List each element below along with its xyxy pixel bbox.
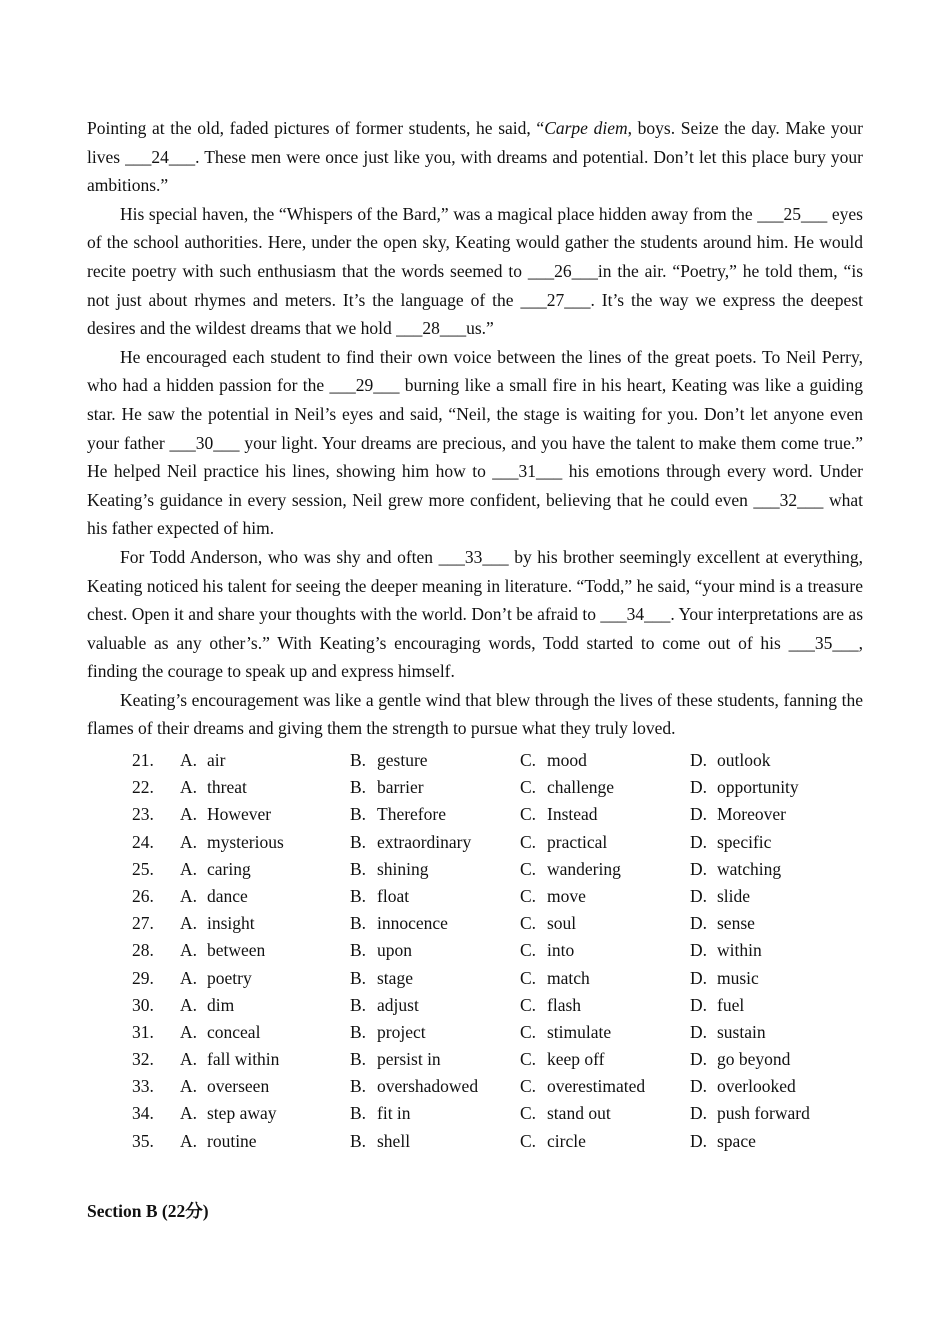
option-b bbox=[350, 910, 448, 937]
option-b bbox=[350, 1073, 478, 1100]
option-text: shell bbox=[377, 1130, 411, 1151]
option-text: Moreover bbox=[717, 804, 787, 825]
option-text: step away bbox=[207, 1103, 277, 1124]
option-text: float bbox=[377, 885, 410, 906]
option-letter: A. bbox=[180, 885, 198, 906]
option-letter: B. bbox=[350, 1103, 367, 1124]
question-number: 24. bbox=[132, 831, 154, 852]
option-b bbox=[350, 801, 446, 828]
option-c bbox=[520, 910, 576, 937]
option-a bbox=[180, 992, 234, 1019]
option-text: innocence bbox=[377, 913, 448, 934]
option-b bbox=[350, 937, 412, 964]
question-row bbox=[87, 1128, 863, 1155]
question-number: 23. bbox=[132, 804, 154, 825]
option-letter: B. bbox=[350, 994, 367, 1015]
option-letter: A. bbox=[180, 1076, 198, 1097]
question-number: 33. bbox=[132, 1076, 154, 1097]
answer-options-list bbox=[87, 747, 863, 1155]
option-text: circle bbox=[547, 1130, 586, 1151]
option-letter: C. bbox=[520, 858, 537, 879]
option-d bbox=[690, 747, 770, 774]
paragraph-1 bbox=[87, 114, 863, 200]
option-text: barrier bbox=[377, 777, 424, 798]
option-b bbox=[350, 1128, 410, 1155]
option-c bbox=[520, 774, 614, 801]
option-b bbox=[350, 1100, 411, 1127]
option-d bbox=[690, 965, 759, 992]
paragraph-2: His special haven, the “Whispers of the Bard,” was a magical place hidden away from the ___25___ eyes of the school authorities. Here, under the open sky, Keating would gather the students around him. He would recite poetry with such enthusiasm that the words seemed to ___26___in the air. “Poetry,” he told them, “is not just about rhymes and meters. It’s the language of the ___27___. It’s the way we express the deepest desires and the wildest dreams that we hold ___28___us.” bbox=[87, 203, 863, 339]
option-a bbox=[180, 774, 247, 801]
option-letter: C. bbox=[520, 804, 537, 825]
option-letter: B. bbox=[350, 885, 367, 906]
option-letter: C. bbox=[520, 1049, 537, 1070]
option-c bbox=[520, 856, 621, 883]
option-d bbox=[690, 1073, 796, 1100]
option-a bbox=[180, 1019, 260, 1046]
option-text: move bbox=[547, 885, 586, 906]
option-text: dance bbox=[207, 885, 248, 906]
option-letter: D. bbox=[690, 1049, 708, 1070]
option-text: space bbox=[717, 1130, 756, 1151]
question-number: 22. bbox=[132, 777, 154, 798]
option-text: challenge bbox=[547, 777, 615, 798]
option-text: soul bbox=[547, 913, 577, 934]
option-letter: C. bbox=[520, 831, 537, 852]
question-row bbox=[87, 992, 863, 1019]
option-letter: D. bbox=[690, 967, 708, 988]
question-row bbox=[87, 829, 863, 856]
option-text: project bbox=[377, 1021, 426, 1042]
option-c bbox=[520, 1019, 611, 1046]
option-text: opportunity bbox=[717, 777, 799, 798]
option-a bbox=[180, 1073, 269, 1100]
option-d bbox=[690, 992, 744, 1019]
option-letter: A. bbox=[180, 1049, 198, 1070]
option-b bbox=[350, 992, 419, 1019]
option-text: mysterious bbox=[207, 831, 284, 852]
option-text: Therefore bbox=[377, 804, 446, 825]
option-c bbox=[520, 1128, 586, 1155]
option-a bbox=[180, 856, 251, 883]
option-d bbox=[690, 937, 762, 964]
option-d bbox=[690, 1019, 766, 1046]
option-letter: D. bbox=[690, 1103, 708, 1124]
option-text: However bbox=[207, 804, 272, 825]
option-text: fit in bbox=[377, 1103, 411, 1124]
option-letter: C. bbox=[520, 994, 537, 1015]
question-number: 30. bbox=[132, 994, 154, 1015]
option-b bbox=[350, 856, 429, 883]
option-text: overseen bbox=[207, 1076, 270, 1097]
option-text: outlook bbox=[717, 750, 771, 770]
question-row bbox=[87, 774, 863, 801]
question-number: 25. bbox=[132, 858, 154, 879]
option-text: practical bbox=[547, 831, 608, 852]
question-row bbox=[87, 937, 863, 964]
option-d bbox=[690, 774, 799, 801]
option-letter: C. bbox=[520, 913, 537, 934]
paragraph-3: He encouraged each student to find their own voice between the lines of the great poets. To Neil Perry, who had a hidden passion for the ___29___ burning like a small fire in his heart, Keating was like a guiding star. He saw the potential in Neil’s eyes and said, “Neil, the stage is waiting for you. Don’t let anyone even your father ___30___ your light. Your dreams are precious, and you have the talent to make them come true.” He helped Neil practice his lines, showing him how to ___31___ his emotions through every word. Under Keating’s guidance in every session, Neil grew more confident, believing that he could even ___32___ what his father expected of him. bbox=[87, 346, 863, 539]
option-letter: C. bbox=[520, 967, 537, 988]
reading-passage bbox=[87, 114, 863, 743]
option-letter: C. bbox=[520, 777, 537, 798]
option-c bbox=[520, 747, 587, 774]
option-text: watching bbox=[717, 858, 782, 879]
question-number: 26. bbox=[132, 885, 154, 906]
option-b bbox=[350, 1019, 426, 1046]
option-c bbox=[520, 829, 607, 856]
option-a bbox=[180, 937, 265, 964]
option-letter: D. bbox=[690, 994, 708, 1015]
question-row bbox=[87, 1046, 863, 1073]
option-d bbox=[690, 856, 781, 883]
option-text: stimulate bbox=[547, 1021, 612, 1042]
option-letter: A. bbox=[180, 913, 198, 934]
option-text: music bbox=[717, 967, 759, 988]
option-b bbox=[350, 1046, 441, 1073]
option-text: sustain bbox=[717, 1021, 766, 1042]
option-letter: D. bbox=[690, 913, 708, 934]
option-letter: D. bbox=[690, 777, 708, 798]
option-a bbox=[180, 747, 225, 774]
option-text: overlooked bbox=[717, 1076, 796, 1097]
option-text: stand out bbox=[547, 1103, 611, 1124]
section-b-heading: Section B (22分) bbox=[87, 1201, 209, 1221]
option-letter: D. bbox=[690, 858, 708, 879]
question-number: 21. bbox=[132, 750, 154, 770]
option-letter: B. bbox=[350, 831, 367, 852]
option-letter: C. bbox=[520, 885, 537, 906]
option-text: Instead bbox=[547, 804, 598, 825]
option-letter: B. bbox=[350, 913, 367, 934]
option-b bbox=[350, 883, 409, 910]
option-text: within bbox=[717, 940, 762, 961]
option-c bbox=[520, 1100, 611, 1127]
option-text: wandering bbox=[547, 858, 621, 879]
option-letter: D. bbox=[690, 804, 708, 825]
question-row bbox=[87, 747, 863, 774]
option-letter: D. bbox=[690, 1130, 708, 1151]
option-d bbox=[690, 1128, 756, 1155]
option-letter: C. bbox=[520, 940, 537, 961]
option-letter: A. bbox=[180, 1103, 198, 1124]
option-text: specific bbox=[717, 831, 772, 852]
option-c bbox=[520, 883, 586, 910]
question-row bbox=[87, 1073, 863, 1100]
option-letter: C. bbox=[520, 750, 537, 770]
option-text: overestimated bbox=[547, 1076, 646, 1097]
option-text: flash bbox=[547, 994, 582, 1015]
option-letter: A. bbox=[180, 1021, 198, 1042]
question-number: 31. bbox=[132, 1021, 154, 1042]
option-text: slide bbox=[717, 885, 751, 906]
option-text: air bbox=[207, 750, 226, 770]
option-letter: A. bbox=[180, 750, 198, 770]
option-d bbox=[690, 801, 786, 828]
option-c bbox=[520, 992, 581, 1019]
option-text: insight bbox=[207, 913, 255, 934]
option-letter: B. bbox=[350, 858, 367, 879]
option-letter: C. bbox=[520, 1130, 537, 1151]
option-text: conceal bbox=[207, 1021, 261, 1042]
option-letter: A. bbox=[180, 940, 198, 961]
question-row bbox=[87, 801, 863, 828]
option-text: go beyond bbox=[717, 1049, 791, 1070]
option-letter: B. bbox=[350, 1130, 367, 1151]
option-letter: C. bbox=[520, 1076, 537, 1097]
option-text: mood bbox=[547, 750, 587, 770]
option-letter: D. bbox=[690, 940, 708, 961]
question-number: 35. bbox=[132, 1130, 154, 1151]
paragraph-5: Keating’s encouragement was like a gentle wind that blew through the lives of these students, fanning the flames of their dreams and giving them the strength to pursue what they truly loved. bbox=[87, 689, 863, 739]
option-letter: D. bbox=[690, 750, 708, 770]
option-letter: B. bbox=[350, 804, 367, 825]
option-d bbox=[690, 1100, 810, 1127]
option-a bbox=[180, 965, 252, 992]
option-c bbox=[520, 801, 598, 828]
option-text: adjust bbox=[377, 994, 419, 1015]
option-letter: B. bbox=[350, 940, 367, 961]
option-text: shining bbox=[377, 858, 429, 879]
question-row bbox=[87, 910, 863, 937]
option-text: into bbox=[547, 940, 575, 961]
option-d bbox=[690, 1046, 790, 1073]
option-letter: C. bbox=[520, 1103, 537, 1124]
question-number: 29. bbox=[132, 967, 154, 988]
option-letter: C. bbox=[520, 1021, 537, 1042]
option-d bbox=[690, 883, 750, 910]
option-b bbox=[350, 747, 428, 774]
option-letter: B. bbox=[350, 777, 367, 798]
option-text: fuel bbox=[717, 994, 745, 1015]
option-text: routine bbox=[207, 1130, 257, 1151]
paragraph-1-start: Pointing at the old, faded pictures of former students, he said, “ bbox=[87, 118, 545, 138]
paragraph-4: For Todd Anderson, who was shy and often ___33___ by his brother seemingly excellent at everything, Keating noticed his talent for seeing the deeper meaning in literature. “Todd,” he said, “your mind is a treasure chest. Open it and share your thoughts with the world. Don’t be afraid to ___34___. Your interpretations are as valuable as any other’s.” With Keating’s encouraging words, Todd started to come out of his ___35___, finding the courage to speak up and express himself. bbox=[87, 546, 863, 682]
question-row bbox=[87, 856, 863, 883]
option-text: dim bbox=[207, 994, 235, 1015]
question-number: 27. bbox=[132, 913, 154, 934]
option-text: threat bbox=[207, 777, 247, 798]
option-a bbox=[180, 801, 271, 828]
question-number: 28. bbox=[132, 940, 154, 961]
question-number: 32. bbox=[132, 1049, 154, 1070]
option-a bbox=[180, 829, 284, 856]
option-letter: D. bbox=[690, 1021, 708, 1042]
option-text: fall within bbox=[207, 1049, 280, 1070]
option-c bbox=[520, 1046, 605, 1073]
option-a bbox=[180, 910, 255, 937]
option-text: poetry bbox=[207, 967, 252, 988]
option-c bbox=[520, 937, 574, 964]
option-letter: A. bbox=[180, 831, 198, 852]
question-row bbox=[87, 883, 863, 910]
question-row bbox=[87, 1100, 863, 1127]
option-a bbox=[180, 1046, 279, 1073]
option-b bbox=[350, 829, 471, 856]
option-text: match bbox=[547, 967, 590, 988]
option-text: overshadowed bbox=[377, 1076, 479, 1097]
paragraph-1-end: , boys. Seize the day. Make your lives ___24___. These men were once just like you, with dreams and potential. Don’t let this place bury your ambitions.” bbox=[87, 118, 863, 196]
option-letter: D. bbox=[690, 885, 708, 906]
option-a bbox=[180, 1128, 257, 1155]
option-c bbox=[520, 965, 590, 992]
option-text: between bbox=[207, 940, 266, 961]
option-letter: B. bbox=[350, 1049, 367, 1070]
option-letter: B. bbox=[350, 1076, 367, 1097]
option-text: extraordinary bbox=[377, 831, 472, 852]
question-row bbox=[87, 1019, 863, 1046]
option-text: caring bbox=[207, 858, 251, 879]
option-d bbox=[690, 829, 771, 856]
option-text: keep off bbox=[547, 1049, 605, 1070]
option-letter: D. bbox=[690, 831, 708, 852]
option-letter: D. bbox=[690, 1076, 708, 1097]
option-text: stage bbox=[377, 967, 413, 988]
option-letter: A. bbox=[180, 1130, 198, 1151]
question-row bbox=[87, 965, 863, 992]
option-b bbox=[350, 774, 424, 801]
option-c bbox=[520, 1073, 645, 1100]
option-a bbox=[180, 1100, 277, 1127]
option-letter: A. bbox=[180, 777, 198, 798]
option-b bbox=[350, 965, 413, 992]
option-letter: B. bbox=[350, 750, 367, 770]
option-text: sense bbox=[717, 913, 755, 934]
option-letter: A. bbox=[180, 858, 198, 879]
option-letter: B. bbox=[350, 1021, 367, 1042]
option-a bbox=[180, 883, 248, 910]
paragraph-1-italic: Carpe diem bbox=[544, 118, 628, 138]
option-letter: B. bbox=[350, 967, 367, 988]
option-text: persist in bbox=[377, 1049, 441, 1070]
option-letter: A. bbox=[180, 804, 198, 825]
question-number: 34. bbox=[132, 1103, 154, 1124]
option-d bbox=[690, 910, 755, 937]
option-letter: A. bbox=[180, 967, 198, 988]
option-text: push forward bbox=[717, 1103, 810, 1124]
option-text: upon bbox=[377, 940, 412, 961]
option-text: gesture bbox=[377, 750, 428, 770]
option-letter: A. bbox=[180, 994, 198, 1015]
